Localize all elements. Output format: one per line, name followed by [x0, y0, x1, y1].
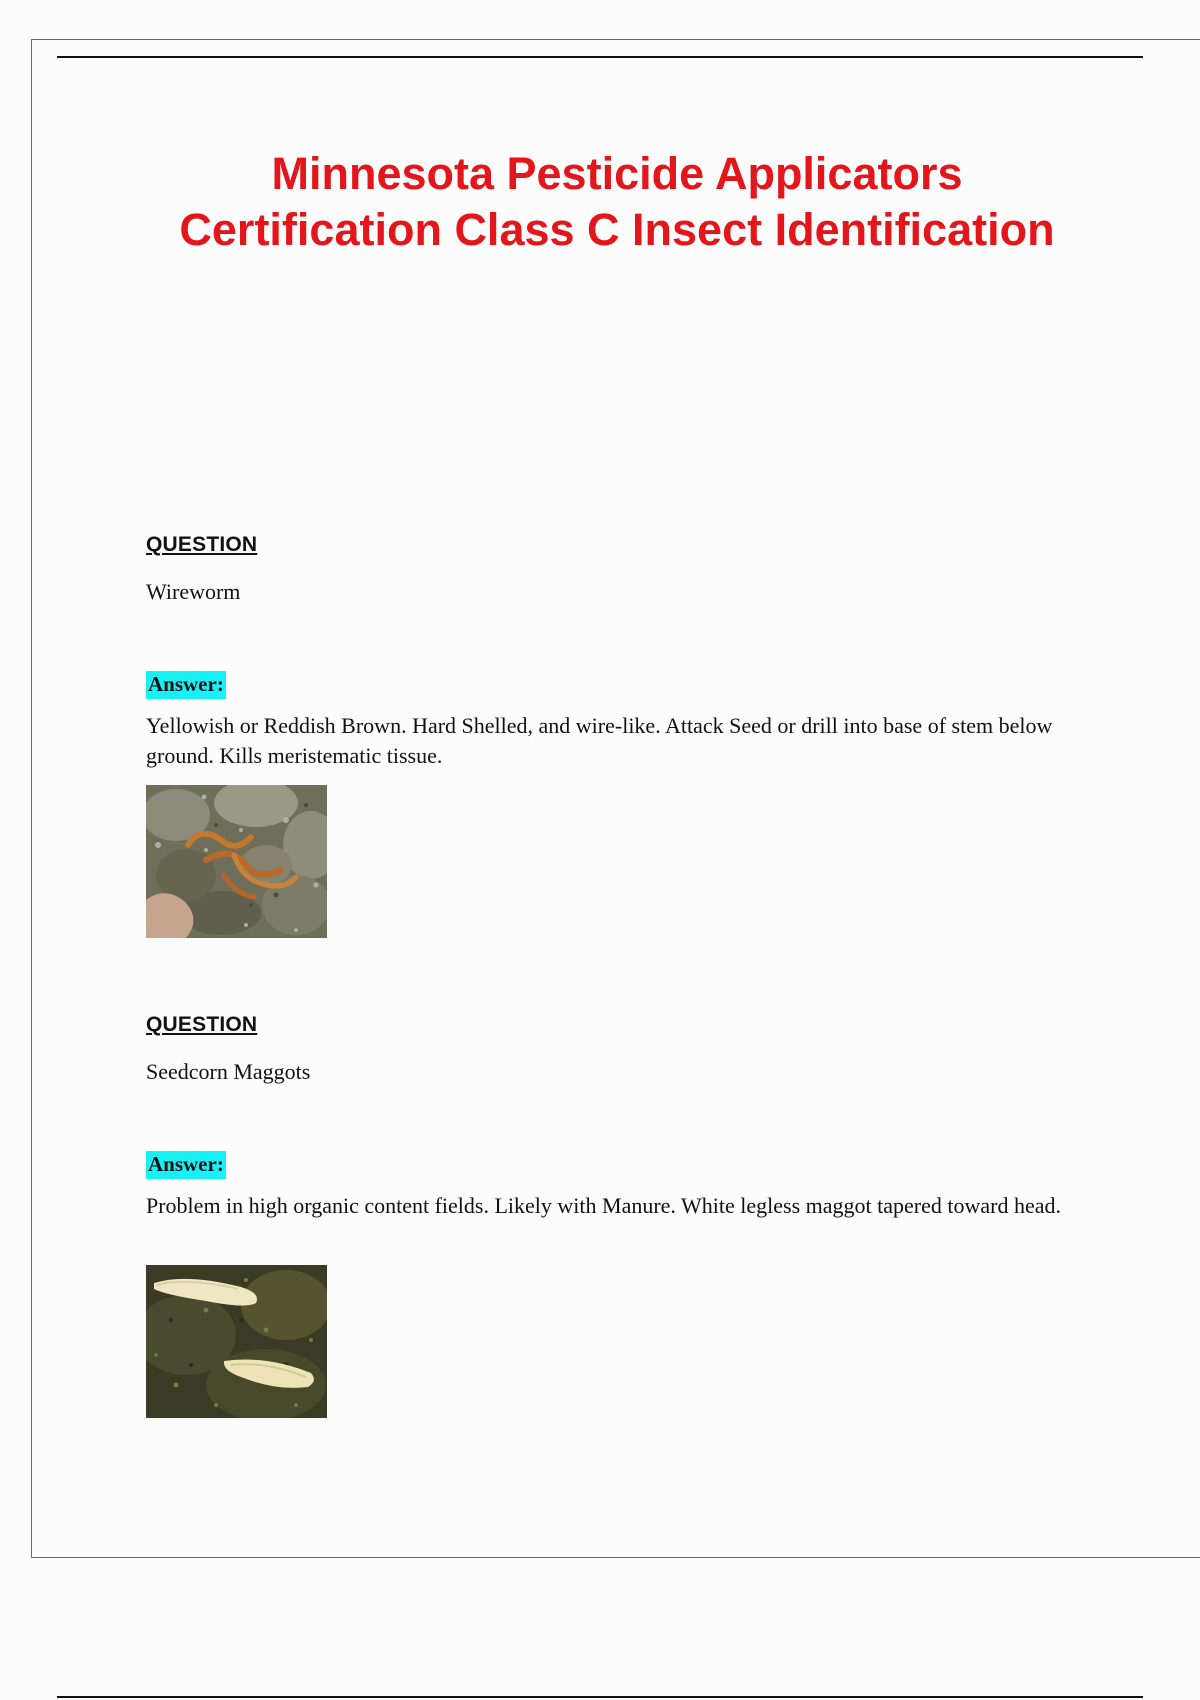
- answer-text: Problem in high organic content fields. Likely with Manure. White legless maggot tapered toward head.: [146, 1193, 1062, 1218]
- document-title: [120, 146, 1114, 258]
- footer-rule: [57, 1696, 1143, 1698]
- title-line-2: Certification Class C Insect Identification: [179, 204, 1055, 255]
- header-rule: [57, 56, 1143, 58]
- answer-text: Yellowish or Reddish Brown. Hard Shelled, and wire-like. Attack Seed or drill into base of stem below ground. Kills meristematic tissue.: [146, 713, 1053, 768]
- question-label: QUESTION: [146, 1013, 258, 1036]
- answer-label: Answer:: [146, 671, 226, 699]
- question-text: Seedcorn Maggots: [146, 1059, 311, 1084]
- question-label: QUESTION: [146, 533, 258, 556]
- question-text: Wireworm: [146, 579, 241, 604]
- answer-label: Answer:: [146, 1151, 226, 1179]
- seedcorn-maggot-photo: [146, 1265, 327, 1418]
- title-line-1: Minnesota Pesticide Applicators: [271, 148, 963, 199]
- wireworm-photo: [146, 785, 327, 938]
